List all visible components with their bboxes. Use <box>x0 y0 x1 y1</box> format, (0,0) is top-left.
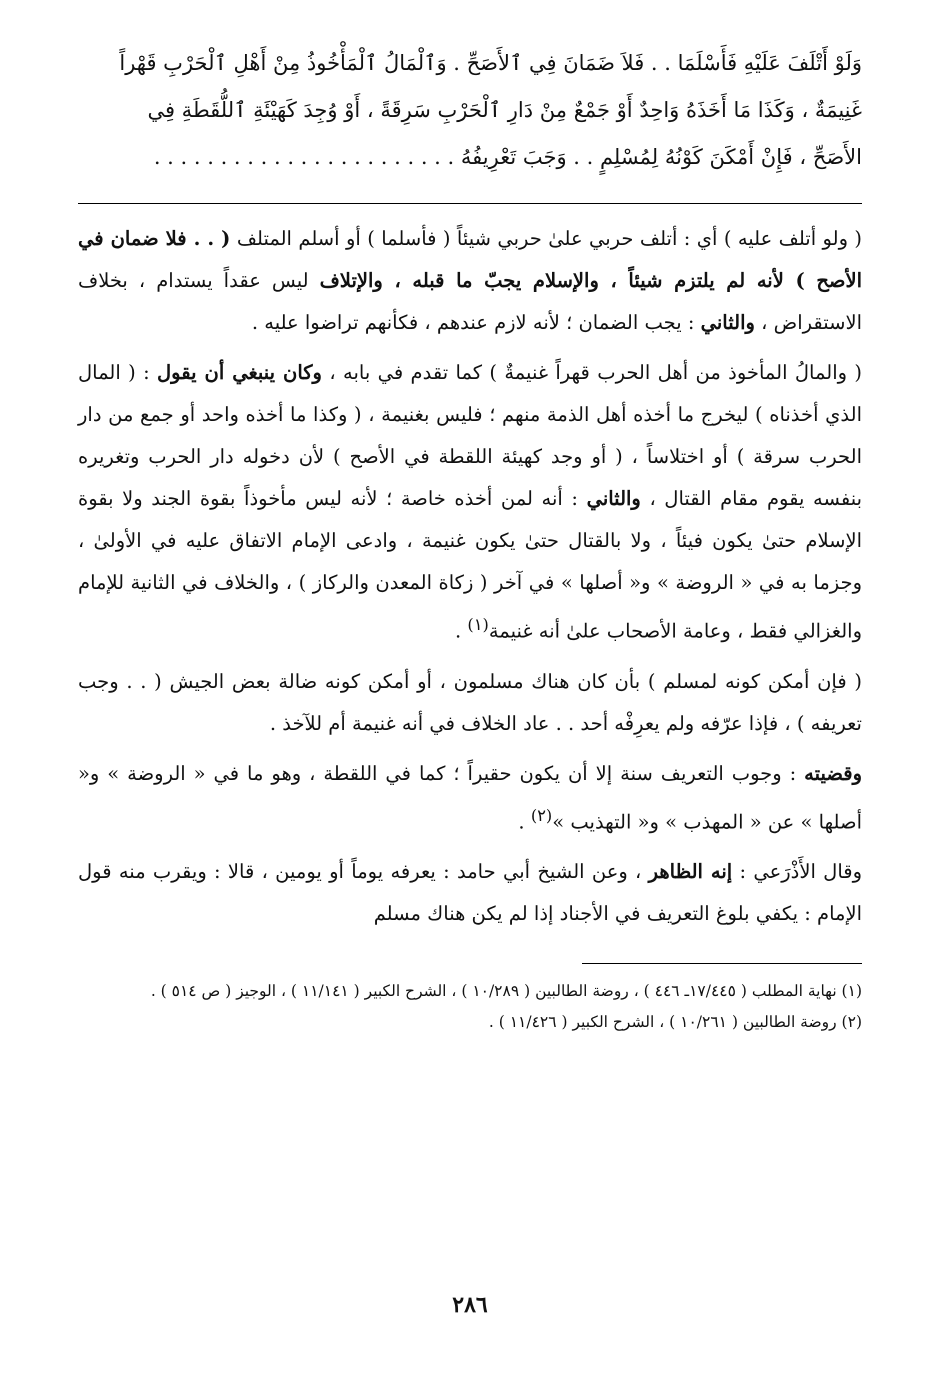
commentary-text: ( والمالُ المأخوذ من أهل الحرب قهراً غنيمةٌ ) كما تقدم في بابه ، <box>329 361 863 384</box>
footnote-ref[interactable]: (١) <box>467 615 489 634</box>
commentary-text: . <box>455 619 468 643</box>
page-body <box>78 40 862 1038</box>
matn-text <box>78 40 862 181</box>
matn-line: الأَصَحِّ ، فَإِنْ أَمْكَنَ كَوْنُهُ لِمُسْلِمٍ . . وَجَبَ تَعْرِيفُهُ . . . . . . . . . . . . . . . . . . . . . . . <box>153 145 862 169</box>
page-number: ٢٨٦ <box>452 1292 488 1318</box>
commentary-paragraph <box>78 352 862 653</box>
bold-term: وقضيته <box>804 761 862 785</box>
footnote: (١) نهاية المطلب ( ١٧/٤٤٥ـ ٤٤٦ ) ، روضة الطالبين ( ١٠/٢٨٩ ) ، الشرح الكبير ( ١١/١٤١ ) ، الوجيز ( ص ٥١٤ ) . <box>150 982 862 1000</box>
commentary-paragraph <box>78 753 862 844</box>
commentary-text: ( فإن أمكن كونه لمسلم ) بأن كان هناك مسلمون ، أو أمكن كونه ضالة بعض الجيش ( . . وجب تعريفه ) ، فإذا عرّفه ولم يعرِفْه أحد . . عاد الخلاف في أنه غنيمة أم للآخذ . <box>78 669 862 735</box>
commentary-text: ليس عقداً يستدام ، بخلاف الاستقراض ، <box>78 269 862 334</box>
commentary-text: وقال الأَذْرَعي : <box>739 860 862 883</box>
bold-term: إنه الظاهر <box>648 860 733 883</box>
commentary-text: : ( المال الذي أخذناه ) ليخرج ما أخذه أهل الذمة منهم ؛ فليس بغنيمة ، ( وكذا ما أخذه واحد أو جمع من دار الحرب سرقة ) أو اختلاساً ، ( أو وجد كهيئة اللقطة في الأصح ) لأن دخوله دار الحرب وتغريره بنفسه يقوم مقام القتال ، <box>78 361 863 510</box>
commentary-paragraph <box>78 851 862 935</box>
matn-separator <box>78 203 862 204</box>
footnote-separator <box>582 963 862 964</box>
commentary-text: : وجوب التعريف سنة إلا أن يكون حقيراً ؛ كما في اللقطة ، وهو ما في « الروضة » و« أصلها » عن « المهذب » و« التهذيب » <box>78 761 862 833</box>
bold-term: والثاني <box>700 311 755 334</box>
commentary-text: . <box>518 810 531 833</box>
footnotes <box>78 976 862 1038</box>
commentary-text: ( ولو أتلف عليه ) أي : أتلف حربي علىٰ حربي شيئاً ( فأسلما ) أو أسلم المتلف <box>236 227 863 250</box>
bold-term: والثاني <box>586 487 641 510</box>
commentary-text: : أنه لمن أخذه خاصة ؛ لأنه ليس مأخوذاً بقوة الجند ولا بقوة الإسلام حتىٰ يكون فيئاً ، ولا بالقتال حتىٰ يكون غنيمة ، وادعى الإمام الاتفاق عليه في الأولىٰ ، وجزما به في « الروضة » و« أصلها » في آخر ( زكاة المعدن والركاز ) ، والخلاف في الثانية للإمام والغزالي فقط ، وعامة الأصحاب علىٰ أنه غنيمة <box>78 487 862 643</box>
footnote: (٢) روضة الطالبين ( ١٠/٢٦١ ) ، الشرح الكبير ( ١١/٤٢٦ ) . <box>488 1013 862 1031</box>
commentary <box>78 218 862 935</box>
commentary-text: ( . . فلا ضمان في الأصح ) لأنه لم يلتزم شيئاً ، والإسلام يجبّ ما قبله ، والإتلاف <box>78 227 862 292</box>
matn-line: غَنِيمَةٌ ، وَكَذَا مَا أَخَذَهُ وَاحِدٌ أَوْ جَمْعٌ مِنْ دَارِ ٱلْحَرْبِ سَرِقَةً ، أَوْ وُجِدَ كَهَيْئَةِ ٱللُّقَطَةِ فِي <box>147 98 862 122</box>
commentary-text: ، وعن الشيخ أبي حامد : يعرفه يوماً أو يومين ، قالا : ويقرب منه قول الإمام : يكفي بلوغ التعريف في الأجناد إذا لم يكن هناك مسلم <box>78 860 862 925</box>
footnote-ref[interactable]: (٢) <box>530 805 553 825</box>
commentary-paragraph <box>78 661 862 745</box>
commentary-text: : يجب الضمان ؛ لأنه لازم عندهم ، فكأنهم تراضوا عليه . <box>251 311 695 334</box>
bold-term: وكان ينبغي أن يقول <box>157 361 322 384</box>
matn-line: وَلَوْ أَتْلَفَ عَلَيْهِ فَأَسْلَمَا . . فَلاَ ضَمَانَ فِي ٱلأَصَحِّ . وَٱلْمَالُ ٱلْمَأْخُوذُ مِنْ أَهْلِ ٱلْحَرْبِ قَهْراً <box>119 51 862 75</box>
commentary-paragraph <box>78 218 862 344</box>
